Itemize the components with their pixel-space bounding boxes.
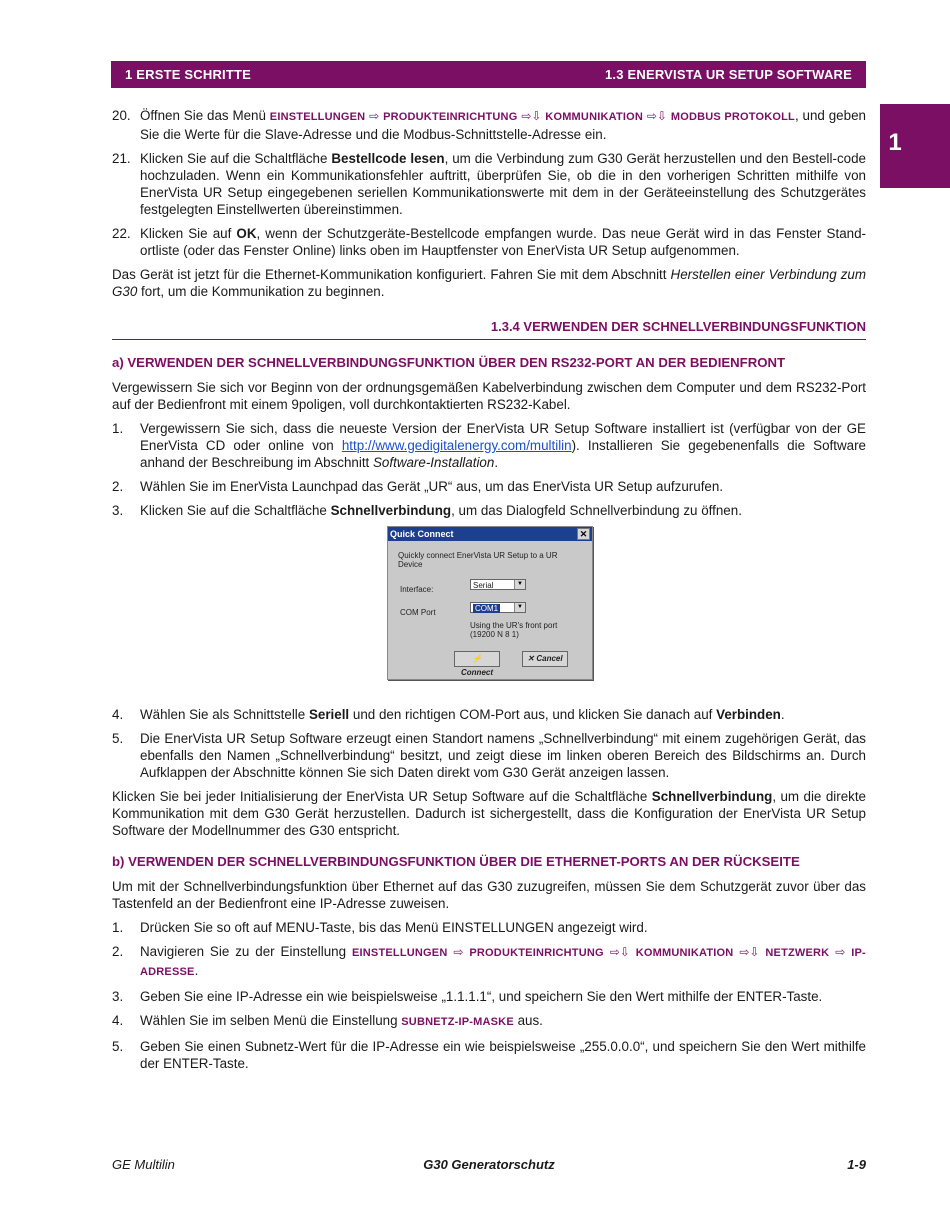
right-arrow-icon: ⇨	[369, 109, 380, 123]
menu-path-item: MODBUS PROTOKOLL	[670, 111, 795, 123]
quick-connect-figure	[112, 526, 866, 694]
paragraph	[112, 788, 866, 839]
right-down-arrow-icon: ⇨⇩	[739, 945, 760, 959]
item-text: , und geben Sie die Werte für die Slave-Adresse und die Modbus-Schnittstelle-Adresse ein.	[140, 108, 866, 142]
item-text: Die EnerVista UR Setup Software erzeugt einen Standort namens „Schnellverbindung“ mit einem zugehörigen Gerät, das ebenfalls den Namen „Schnellverbindung“ besitzt, und zeigt diese im linken oberen Bereich des Bildschirms an. Durch Aufklappen der Abschnitte können Sie sich Daten direkt vom G30 Gerät anzeigen lassen.	[140, 731, 866, 780]
item-bold-text: Verbinden	[716, 707, 781, 722]
item-italic-text: Software-Installation	[373, 455, 495, 470]
paragraph-text: , um die direkte Kommunikation mit dem G30 Gerät herzustellen. Dadurch ist sichergestellt, dass die Konfiguration der EnerVista UR Setup Software der Modellnummer des G30 entspricht.	[112, 789, 867, 838]
page-number: 1-9	[847, 1157, 866, 1172]
cancel-icon: ✕	[527, 654, 535, 663]
item-text: Wählen Sie im selben Menü die Einstellung	[140, 1013, 402, 1028]
paragraph: Vergewissern Sie sich vor Beginn von der ordnungsgemäßen Kabelverbindung zwischen dem Computer und dem RS232-Port auf der Bedienfront mit einem 9poligen, voll durchkontaktierten RS232-Kabel.	[112, 380, 866, 412]
menu-path-item: PRODUKTEINRICHTUNG	[383, 111, 518, 123]
chapter-number: 1	[888, 129, 902, 156]
item-text: .	[494, 455, 499, 470]
list-item	[112, 1038, 866, 1072]
item-text: Klicken Sie auf	[140, 226, 237, 241]
item-text: aus.	[513, 1013, 543, 1028]
interface-select[interactable]	[470, 579, 526, 590]
right-arrow-icon: ⇨	[453, 945, 464, 959]
com-port-select[interactable]	[470, 602, 526, 613]
item-text: Klicken Sie auf die Schaltfläche	[140, 503, 331, 518]
interface-label: Interface:	[400, 585, 434, 594]
item-text: Drücken Sie so oft auf MENU-Taste, bis das Menü EINSTELLUNGEN angezeigt wird.	[140, 920, 648, 935]
paragraph-text: Klicken Sie bei jeder Initialisierung der EnerVista UR Setup Software auf die Schaltfläche	[112, 789, 652, 804]
right-down-arrow-icon: ⇨⇩	[609, 945, 630, 959]
item-text: Vergewissern Sie sich, dass die neueste Version der EnerVista UR Setup Software installiert ist (verfügbar von der GE EnerVista CD oder online von	[140, 421, 866, 453]
item-number: 3.	[112, 503, 124, 518]
item-text: Wählen Sie im EnerVista Launchpad das Gerät „UR“ aus, um das EnerVista UR Setup aufzurufen.	[140, 479, 724, 494]
dialog-title: Quick Connect	[390, 529, 454, 539]
cancel-button[interactable]	[522, 651, 568, 667]
menu-path-item: IP-ADRESSE	[140, 947, 866, 978]
connect-button-label: Connect	[461, 668, 493, 677]
item-text: .	[194, 963, 199, 978]
item-number: 21.	[112, 151, 131, 166]
item-bold-text: Bestellcode lesen	[331, 151, 445, 166]
list-item	[112, 943, 866, 981]
subsection-heading-a: a) VERWENDEN DER SCHNELLVERBINDUNGSFUNKTION ÜBER DEN RS232-PORT AN DER BEDIENFRONT	[112, 355, 786, 370]
item-text: Öffnen Sie das Menü	[140, 108, 270, 123]
item-bold-text: Schnellverbindung	[330, 503, 452, 518]
item-text: Geben Sie einen Subnetz-Wert für die IP-Adresse ein wie beispielsweise „255.0.0.0“, und speichern Sie den Wert mithilfe der ENTER-Taste.	[140, 1039, 866, 1071]
paragraph-text: Das Gerät ist jetzt für die Ethernet-Kommunikation konfiguriert. Fahren Sie mit dem Abschnitt	[112, 267, 671, 282]
item-number: 4.	[112, 707, 124, 722]
connect-icon: ⚡	[472, 654, 482, 663]
connect-button[interactable]	[454, 651, 500, 677]
paragraph-bold-text: Schnellverbindung	[651, 789, 773, 804]
list-item	[112, 150, 866, 218]
front-port-note: Using the UR's front port (19200 N 8 1)	[470, 621, 558, 639]
quick-connect-dialog	[387, 526, 593, 680]
menu-path-item: NETZWERK	[765, 947, 830, 959]
item-text: , wenn der Schutzgeräte-Bestellcode empfangen wurde. Das neue Gerät wird in das Fenster Stand-ortliste (oder das Fenster Online) links oben im Hauptfenster von EnerVista UR Setup aufgenommen.	[140, 226, 867, 258]
item-text: Klicken Sie auf die Schaltfläche	[140, 151, 332, 166]
item-number: 2.	[112, 944, 124, 959]
paragraph-text: fort, um die Kommunikation zu beginnen.	[137, 284, 385, 299]
item-number: 20.	[112, 108, 131, 123]
list-item	[112, 730, 866, 781]
list-item	[112, 706, 866, 723]
menu-path-item: KOMMUNIKATION	[635, 947, 734, 959]
paragraph	[112, 266, 866, 300]
item-number: 4.	[112, 1013, 124, 1028]
dialog-description: Quickly connect EnerVista UR Setup to a UR Device	[398, 551, 558, 569]
footer-company: GE Multilin	[112, 1157, 175, 1172]
item-bold-text: OK	[236, 226, 257, 241]
header-chapter-title: 1 ERSTE SCHRITTE	[125, 67, 251, 82]
com-port-value: COM1	[475, 604, 499, 613]
page-content	[112, 107, 866, 1079]
chevron-down-icon[interactable]: ▼	[514, 603, 525, 612]
list-item	[112, 478, 866, 495]
chevron-down-icon[interactable]: ▼	[514, 580, 525, 589]
item-text: .	[780, 707, 785, 722]
item-text: Navigieren Sie zu der Einstellung	[140, 944, 352, 959]
list-item	[112, 919, 866, 936]
item-number: 22.	[112, 226, 131, 241]
header-section-title: 1.3 ENERVISTA UR SETUP SOFTWARE	[605, 67, 852, 82]
right-down-arrow-icon: ⇨⇩	[521, 109, 542, 123]
item-text: , um die Verbindung zum G30 Gerät herzustellen und den Bestell-code hochzuladen. Wenn ein Kommunikationsfehler auftritt, überprüfen Sie, ob die in den vorherigen Schritten mithilfe von EnerVista UR Setup eingegebenen seriellen Kommunikationswerte mit dem in der Geräteeinstellung des Schutzgerätes festgelegten Einstellwerten übereinstimmen.	[140, 151, 866, 217]
menu-path-item: SUBNETZ-IP-MASKE	[401, 1016, 514, 1028]
list-item	[112, 225, 866, 259]
item-text: , um das Dialogfeld Schnellverbindung zu öffnen.	[451, 503, 742, 518]
item-number: 1.	[112, 421, 124, 436]
running-header	[111, 61, 866, 88]
item-number: 5.	[112, 731, 124, 746]
paragraph: Um mit der Schnellverbindungsfunktion über Ethernet auf das G30 zuzugreifen, müssen Sie dem Schutzgerät zuvor über das Tastenfeld an der Bedienfront eine IP-Adresse zuweisen.	[112, 879, 866, 911]
multilin-link[interactable]: http://www.gedigitalenergy.com/multilin	[341, 438, 572, 453]
list-item	[112, 107, 866, 143]
item-text: und den richtigen COM-Port aus, und klicken Sie danach auf	[349, 707, 717, 722]
list-item	[112, 988, 866, 1005]
right-arrow-icon: ⇨	[835, 945, 846, 959]
item-number: 3.	[112, 989, 124, 1004]
footer-product: G30 Generatorschutz	[423, 1157, 555, 1172]
item-text: Geben Sie eine IP-Adresse ein wie beispielsweise „1.1.1.1“, und speichern Sie den Wert mithilfe der ENTER-Taste.	[140, 989, 823, 1004]
chapter-tab	[880, 104, 950, 188]
dialog-title-bar	[388, 527, 592, 541]
item-number: 5.	[112, 1039, 124, 1054]
close-icon[interactable]: ✕	[577, 528, 590, 540]
right-down-arrow-icon: ⇨⇩	[646, 109, 667, 123]
paragraph-italic-text: Herstellen einer Verbindung zum G30	[112, 267, 866, 299]
section-heading: 1.3.4 VERWENDEN DER SCHNELLVERBINDUNGSFUNKTION	[112, 318, 866, 340]
item-text: ). Installieren Sie gegebenenfalls die Software anhand der Beschreibung im Abschnitt	[140, 438, 866, 470]
list-item	[112, 420, 866, 471]
com-port-label: COM Port	[400, 608, 436, 617]
item-number: 2.	[112, 479, 124, 494]
list-item	[112, 502, 866, 519]
menu-path-item: PRODUKTEINRICHTUNG	[469, 947, 604, 959]
item-number: 1.	[112, 920, 124, 935]
item-text: Wählen Sie als Schnittstelle	[140, 707, 309, 722]
menu-path-item: EINSTELLUNGEN	[351, 947, 448, 959]
cancel-button-label: Cancel	[536, 654, 563, 663]
item-bold-text: Seriell	[308, 707, 350, 722]
list-item	[112, 1012, 866, 1031]
subsection-heading-b: b) VERWENDEN DER SCHNELLVERBINDUNGSFUNKTION ÜBER DIE ETHERNET-PORTS AN DER RÜCKSEITE	[112, 854, 800, 869]
menu-path-item: KOMMUNIKATION	[545, 111, 644, 123]
menu-path-item: EINSTELLUNGEN	[269, 111, 366, 123]
interface-value: Serial	[473, 581, 494, 590]
